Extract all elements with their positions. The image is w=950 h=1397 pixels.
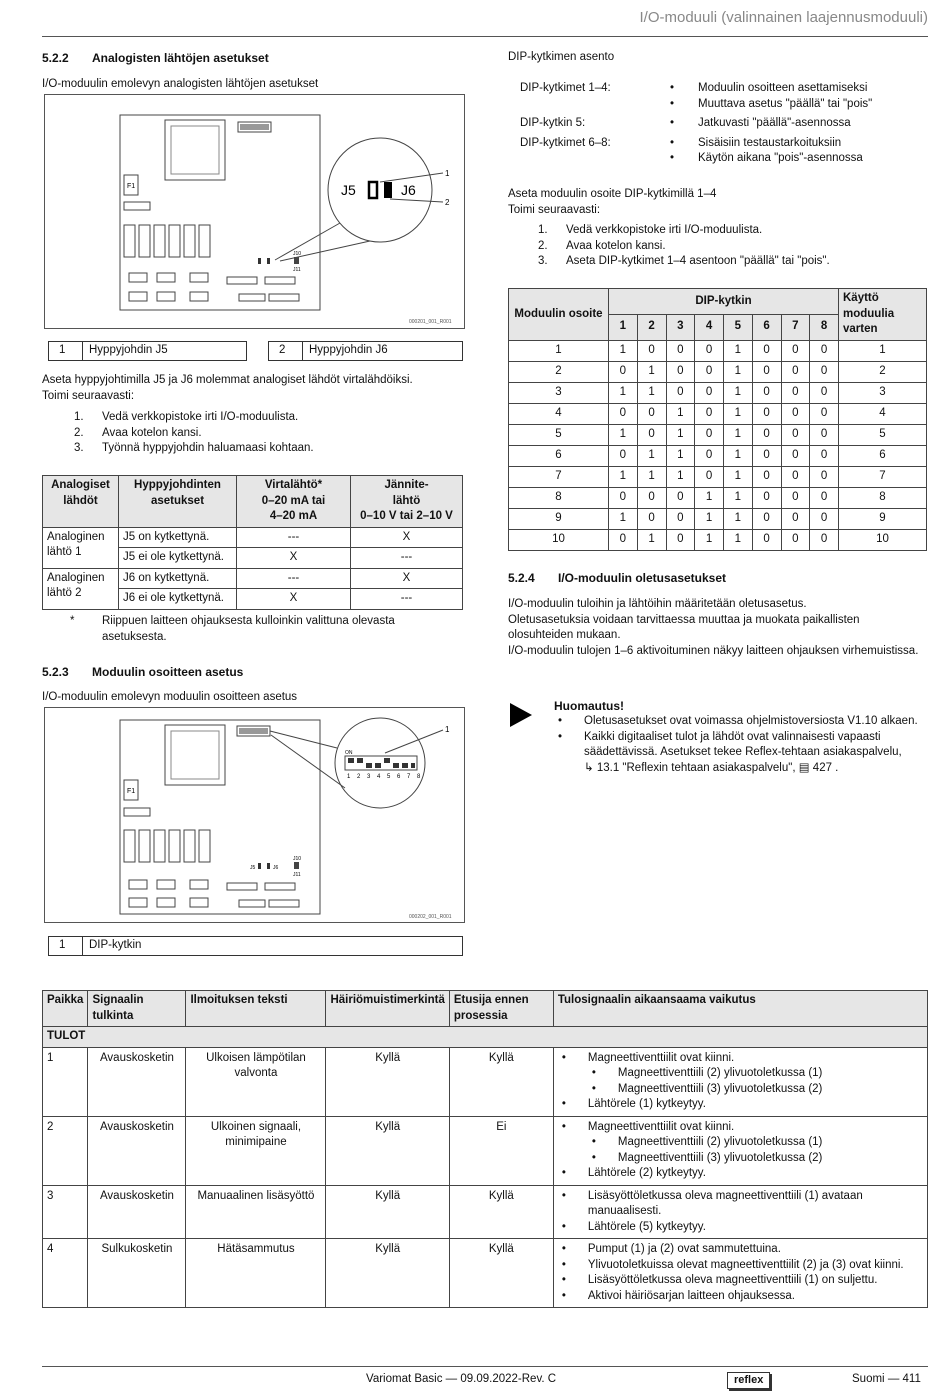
table-row: 1 1 0 0 0 1 0 0 0 1: [509, 340, 927, 361]
on-label: ON: [345, 750, 353, 756]
dip-intro: Aseta moduulin osoite DIP-kytkimillä 1–4 Toimi seuraavasti:: [508, 188, 717, 216]
dip-col-header: 3: [666, 314, 695, 340]
footer-doc: Variomat Basic — 09.09.2022-Rev. C: [366, 1373, 557, 1385]
steps-list-dip: [538, 223, 830, 270]
j6-label: J6: [273, 865, 279, 871]
dip-row: DIP-kytkimet 6–8: • Sisäisiin testaustarkoituksiin • Käytön aikana "pois"-asennossa: [520, 136, 863, 165]
dip-row: DIP-kytkimet 1–4: • Moduulin osoitteen asettamiseksi • Muuttava asetus "päällä" tai "pois": [520, 82, 873, 110]
step: 2. Avaa kotelon kansi.: [538, 239, 666, 252]
table-row: Analoginen lähtö 2 J6 on kytkettynä. --- X: [43, 568, 463, 589]
board-diagram: [45, 708, 464, 922]
section-522-heading: [42, 50, 269, 66]
table-row: 9 1 0 0 1 1 0 0 0 9: [509, 508, 927, 529]
table-row: 8 0 0 0 1 1 0 0 0 8: [509, 487, 927, 508]
j6-zoom-label: J6: [401, 182, 416, 198]
dip-position-list: [520, 81, 920, 167]
callout-1: 1: [445, 169, 450, 178]
section-number: 5.2.2: [42, 51, 69, 65]
table-row: 7 1 1 1 0 1 0 0 0 7: [509, 466, 927, 487]
figure-caption: I/O-moduulin emolevyn moduulin osoitteen asetus: [42, 691, 298, 703]
figure-code: 000201_001_R001: [409, 319, 452, 325]
legend-item-dip: 1 DIP-kytkin: [48, 936, 463, 956]
step: 3. Työnnä hyppyjohdin haluamaasi kohtaan.: [74, 442, 314, 455]
table-footnote: * Riippuen laitteen ohjauksesta kulloinkin valittuna olevasta asetuksesta.: [70, 615, 395, 643]
legend-item-1: 1 Hyppyjohdin J5: [48, 341, 247, 361]
figure-code: 000202_001_R001: [409, 914, 452, 920]
analog-output-table: Analogiset lähdöt Hyppyjohdinten asetukset Virtalähtö* 0–20 mA tai 4–20 mA Jännite- lähtö 0–10 V tai 2–10 V Analoginen lähtö 1 J5 on kytkettynä. --- X J5 ei ole kytkettynä. X --- Analoginen lähtö 2 J6 on kytkettynä. --- X J6 ei ole kytkettynä. X ---: [42, 475, 463, 610]
page-icon: ▤: [798, 761, 813, 774]
dip-address-table: Moduulin osoite DIP-kytkin Käyttö moduulia varten 1 2 3 4 5 6 7 8 1 1 0 0 0 1 0 0 0 1 2 0 1 0 0 1 0 0 0 2 3 1 1 0 0 1 0 0 0 3 4 0 0 1 0 1 0 0 0 4 5 1 0 1 0 1 0 0 0 5 6 0 1 1 0 1 0 0 0 6 7 1 1 1 0 1 0 0 0 7 8 0 0 0 1 1 0 0 0 8 9 1 0 0 1 1 0 0 0 9 10 0 1 0 1 1 0 0 0 10: [508, 288, 927, 551]
table-row: 4 Sulkukosketin Hätäsammutus Kyllä Kyllä • Pumput (1) ja (2) ovat sammutettuina. • Ylivuotoletkuissa olevat magneettiventtiilit (2) ja (3) ovat kiinni. • Lisäsyöttöletkussa oleva magneettiventtiili (1) on suljettu. • Aktivoi häiriösarjan laitteen ohjauksessa.: [43, 1239, 928, 1308]
fuse-label: F1: [127, 183, 136, 190]
link-arrow-icon: ↳: [584, 761, 597, 774]
table-row: 4 0 0 1 0 1 0 0 0 4: [509, 403, 927, 424]
table-row: 3 Avauskosketin Manuaalinen lisäsyöttö Kyllä Kyllä • Lisäsyöttöletkussa oleva magneettiventtiili (1) avataan manuaalisesti. • Lähtörele (5) kytkeytyy.: [43, 1185, 928, 1239]
step: 2. Avaa kotelon kansi.: [74, 426, 202, 439]
table-row: 2 Avauskosketin Ulkoinen signaali, minimipaine Kyllä Ei • Magneettiventtiilit ovat kiinni. • Magneettiventtiili (2) ylivuotoletkussa (1) • Magneettiventtiili (3) ylivuotoletkussa (2) • Lähtörele (2) kytkeytyy.: [43, 1116, 928, 1185]
dip-col-header: 1: [609, 314, 638, 340]
intro-text: Aseta hyppyjohtimilla J5 ja J6 molemmat analogiset lähdöt virtalähdöiksi. Toimi seuraavasti:: [42, 374, 413, 402]
fuse-label: F1: [127, 788, 136, 795]
dip-row: DIP-kytkin 5: • Jatkuvasti "päällä"-asennossa: [520, 117, 851, 130]
inputs-table: Paikka Signaalin tulkinta Ilmoituksen teksti Häiriömuistimerkintä Etusija ennen prosessia Tulosignaalin aikaansaama vaikutus TULOT 1 Avauskosketin Ulkoisen lämpötilan valvonta Kyllä Kyllä • Magneettiventtiilit ovat kiinni. • Magneettiventtiili (2) ylivuotoletkussa (1) • Magneettiventtiili (3) ylivuotoletkussa (2) • Lähtörele (1) kytkeytyy. 2 Avauskosketin Ulkoinen signaali, minimipaine Kyllä Ei • Magneettiventtiilit ovat kiinni. • Magneettiventtiili (2) ylivuotoletkussa (1) • Magneettiventtiili (3) ylivuotoletkussa (2) • Lähtörele (2) kytkeytyy. 3 Avauskosketin Manuaalinen lisäsyöttö Kyllä Kyllä • Lisäsyöttöletkussa oleva magneettiventtiili (1) avataan manuaalisesti. • Lähtörele (5) kytkeytyy. 4 Sulkukosketin Hätäsammutus Kyllä Kyllä • Pumput (1) ja (2) ovat sammutettuina. • Ylivuotoletkuissa olevat magneettiventtiilit (2) ja (3) ovat kiinni. • Lisäsyöttöletkussa oleva magneettiventtiili (1) on suljettu. • Aktivoi häiriösarjan laitteen ohjauksessa.: [42, 990, 928, 1308]
section-524-heading: 5.2.4 I/O-moduulin oletusasetukset: [508, 571, 727, 585]
j11-label: J11: [293, 267, 301, 273]
j10-label: J10: [293, 856, 302, 862]
board-diagram: [45, 95, 464, 328]
figure-caption: I/O-moduulin emolevyn analogisten lähtöjen asetukset: [42, 78, 319, 90]
section-524-body: I/O-moduulin tuloihin ja lähtöihin määritetään oletusasetus. Oletusasetuksia voidaan tarvittaessa muuttaa ja muokata paikallisten olosuhteiden mukaan. I/O-moduulin tulojen 1–6 aktivoituminen näkyy laitteen ohjauksen virhemuistissa.: [508, 598, 919, 657]
dip-position-title: DIP-kytkimen asento: [508, 51, 615, 63]
step: 1. Vedä verkkopistoke irti I/O-moduulista.: [74, 411, 299, 423]
j10-label: J10: [293, 251, 302, 257]
table-row: 5 1 0 1 0 1 0 0 0 5: [509, 424, 927, 445]
table-row: 1 Avauskosketin Ulkoisen lämpötilan valvonta Kyllä Kyllä • Magneettiventtiilit ovat kiinni. • Magneettiventtiili (2) ylivuotoletkussa (1) • Magneettiventtiili (3) ylivuotoletkussa (2) • Lähtörele (1) kytkeytyy.: [43, 1047, 928, 1116]
j5-label: J5: [250, 865, 256, 871]
dip-col-header: 6: [752, 314, 781, 340]
callout-2: 2: [445, 198, 450, 207]
dip-col-header: 8: [810, 314, 839, 340]
table-row: J5 ei ole kytkettynä. X ---: [43, 548, 463, 569]
footer-page: Suomi — 411: [852, 1373, 921, 1385]
section-row: TULOT: [43, 1027, 928, 1048]
circuit-board-figure-jumpers: [44, 94, 465, 329]
table-row: 6 0 1 1 0 1 0 0 0 6: [509, 445, 927, 466]
footer-rule: [42, 1366, 928, 1367]
header-rule: [42, 36, 928, 37]
dip-digits: 1 2 3 4 5 6 7 8: [347, 774, 423, 780]
section-523-heading: 5.2.3 Moduulin osoitteen asetus: [42, 665, 244, 679]
note-box: Huomautus! • Oletusasetukset ovat voimassa ohjelmistoversiosta V1.10 alkaen. • Kaikki digitaaliset tulot ja lähdöt ovat valinnaisesti vapaasti säädettävissä. Asetukset tekee Reflex-tehtaan asiakaspalvelu, ↳ 13.1 "Reflexin tehtaan asiakaspalvelu", ▤ 427 .: [554, 698, 929, 776]
dip-col-header: 7: [781, 314, 810, 340]
table-row: J6 ei ole kytkettynä. X ---: [43, 589, 463, 610]
steps-list-522: [74, 410, 314, 457]
table-row: 3 1 1 0 0 1 0 0 0 3: [509, 382, 927, 403]
table-row: Analoginen lähtö 1 J5 on kytkettynä. --- X: [43, 527, 463, 548]
dip-col-header: 2: [637, 314, 666, 340]
table-row: 10 0 1 0 1 1 0 0 0 10: [509, 529, 927, 550]
step: 3. Aseta DIP-kytkimet 1–4 asentoon "päällä" tai "pois".: [538, 255, 830, 268]
brand-logo: reflex: [727, 1372, 770, 1389]
section-title: Analogisten lähtöjen asetukset: [92, 51, 269, 65]
circuit-board-figure-dip: [44, 707, 465, 923]
j11-label: J11: [293, 872, 301, 878]
customer-service-link[interactable]: 13.1 "Reflexin tehtaan asiakaspalvelu",: [596, 761, 796, 774]
callout-1: 1: [445, 725, 450, 734]
note-arrow-icon: [510, 703, 532, 727]
dip-col-header: 5: [724, 314, 753, 340]
dip-col-header: 4: [695, 314, 724, 340]
legend-item-2: 2 Hyppyjohdin J6: [268, 341, 463, 361]
step: 1. Vedä verkkopistoke irti I/O-moduulista.: [538, 224, 763, 236]
page-header-title: I/O-moduuli (valinnainen laajennusmoduuli): [639, 9, 928, 26]
table-row: 2 0 1 0 0 1 0 0 0 2: [509, 361, 927, 382]
j5-zoom-label: J5: [341, 182, 356, 198]
